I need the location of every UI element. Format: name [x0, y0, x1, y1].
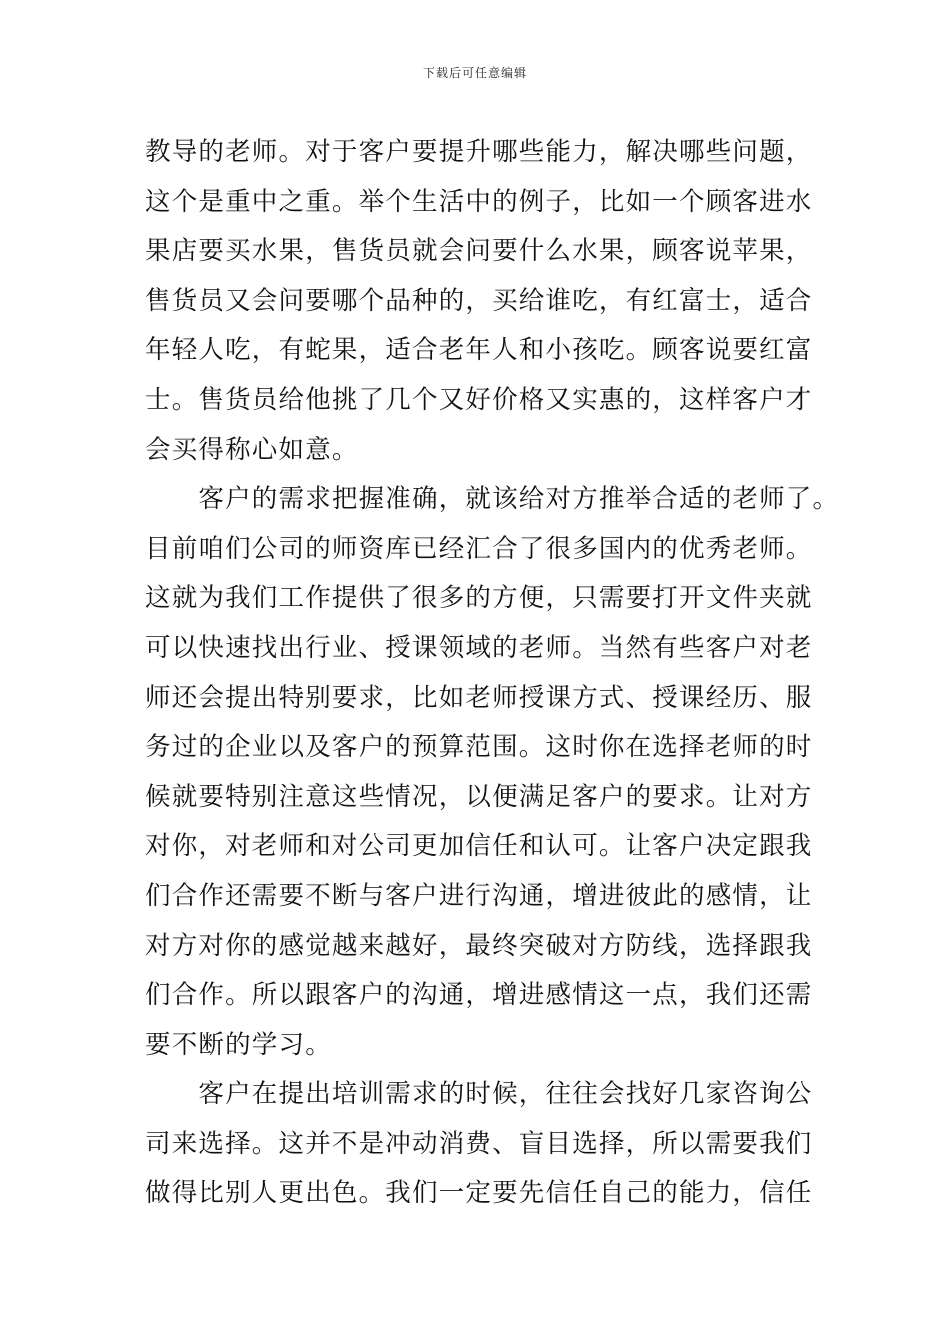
text-line: 们合作。所以跟客户的沟通，增进感情这一点，我们还需: [145, 980, 813, 1011]
text-line: 这就为我们工作提供了很多的方便，只需要打开文件夹就: [145, 583, 813, 614]
page-header: 下载后可任意编辑: [422, 66, 527, 80]
document-body: [145, 128, 840, 1219]
text-line: 目前咱们公司的师资库已经汇合了很多国内的优秀老师。: [145, 533, 813, 564]
text-line: 客户的需求把握准确，就该给对方推举合适的老师了。: [145, 484, 840, 515]
text-line: 师还会提出特别要求，比如老师授课方式、授课经历、服: [145, 682, 813, 713]
text-line: 要不断的学习。: [145, 1029, 332, 1060]
text-line: 年轻人吃，有蛇果，适合老年人和小孩吃。顾客说要红富: [145, 335, 813, 366]
text-line: 做得比别人更出色。我们一定要先信任自己的能力，信任: [145, 1178, 813, 1209]
text-line: 务过的企业以及客户的预算范围。这时你在选择老师的时: [145, 732, 813, 763]
text-line: 士。售货员给他挑了几个又好价格又实惠的，这样客户才: [145, 384, 813, 415]
text-line: 司来选择。这并不是冲动消费、盲目选择，所以需要我们: [145, 1128, 813, 1159]
text-line: 对你，对老师和对公司更加信任和认可。让客户决定跟我: [145, 831, 813, 862]
text-line: 可以快速找出行业、授课领域的老师。当然有些客户对老: [145, 632, 813, 663]
text-line: 们合作还需要不断与客户进行沟通，增进彼此的感情，让: [145, 880, 813, 911]
text-line: 对方对你的感觉越来越好，最终突破对方防线，选择跟我: [145, 930, 813, 961]
text-line: 售货员又会问要哪个品种的，买给谁吃，有红富士，适合: [145, 285, 813, 316]
text-line: 客户在提出培训需求的时候，往往会找好几家咨询公: [145, 1079, 813, 1110]
text-line: 果店要买水果，售货员就会问要什么水果，顾客说苹果，: [145, 236, 813, 267]
text-line: 这个是重中之重。举个生活中的例子，比如一个顾客进水: [145, 186, 813, 217]
text-line: 教导的老师。对于客户要提升哪些能力，解决哪些问题，: [145, 137, 813, 167]
text-line: 候就要特别注意这些情况，以便满足客户的要求。让对方: [145, 781, 813, 812]
text-line: 会买得称心如意。: [145, 434, 359, 465]
